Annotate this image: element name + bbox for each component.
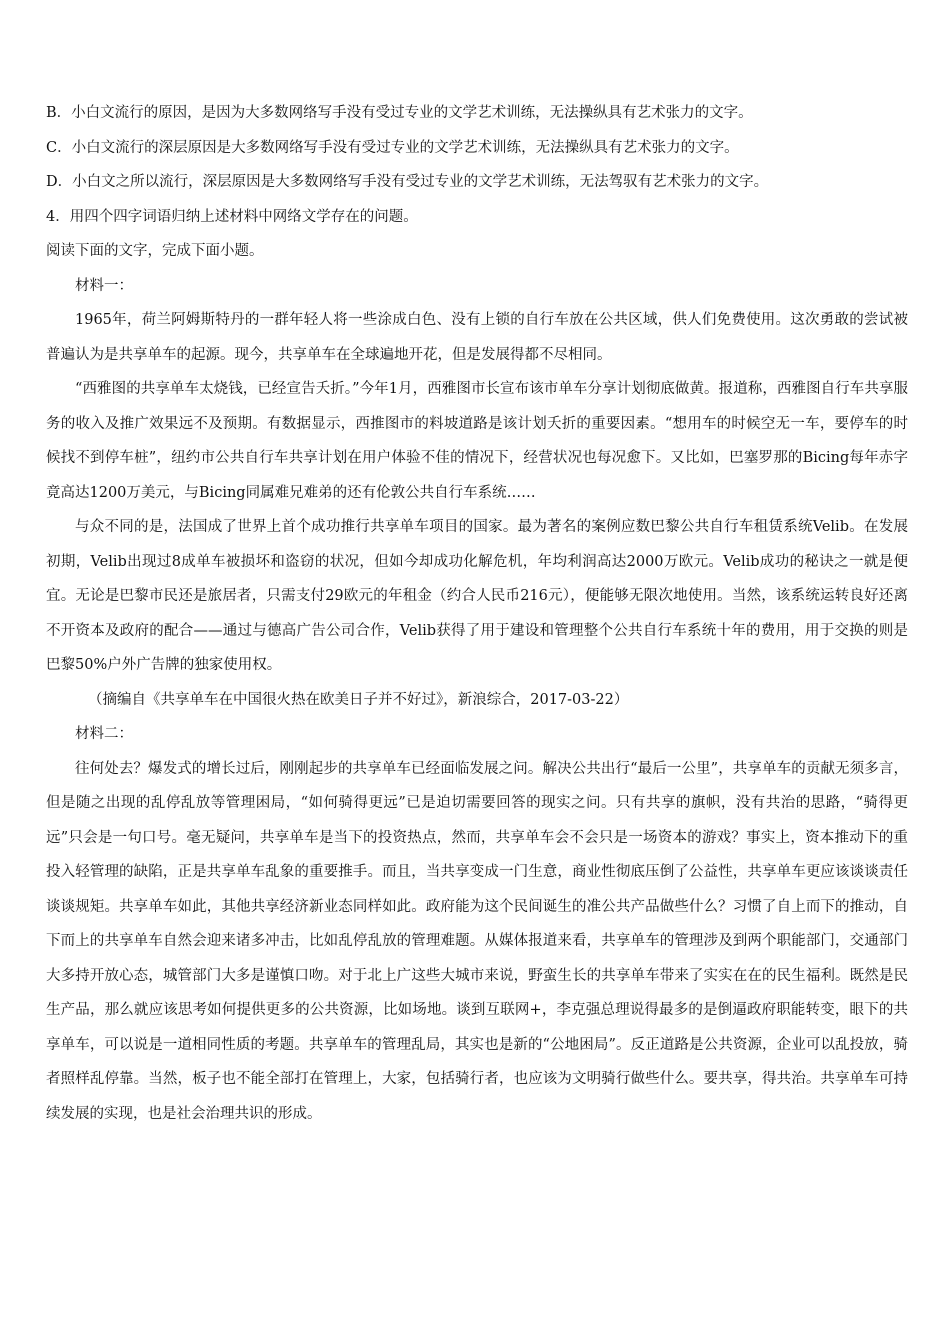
material-2-paragraph-1: 往何处去？爆发式的增长过后，刚刚起步的共享单车已经面临发展之问。解决公共出行“最后一公里”，共享单车的贡献无须多言，但是随之出现的乱停乱放等管理困局，“如何骑得更远”已是迫切需要回答的现实之问。只有共享的旗帜，没有共治的思路，“骑得更远”只会是一句口号。毫无疑问，共享单车是当下的投资热点，然而，共享单车会不会只是一场资本的游戏？事实上，资本推动下的重投入轻管理的缺陷，正是共享单车乱象的重要推手。而且，当共享变成一门生意，商业性彻底压倒了公益性，共享单车更应该谈谈责任谈谈规矩。共享单车如此，其他共享经济新业态同样如此。政府能为这个民间诞生的准公共产品做些什么？习惯了自上而下的推动，自下而上的共享单车自然会迎来诸多冲击，比如乱停乱放的管理难题。从媒体报道来看，共享单车的管理涉及到两个职能部门，交通部门大多持开放心态，城管部门大多是谨慎口吻。对于北上广这些大城市来说，野蛮生长的共享单车带来了实实在在的民生福利。既然是民生产品，那么就应该思考如何提供更多的公共资源，比如场地。谈到互联网+，李克强总理说得最多的是倒逼政府职能转变，眼下的共享单车，可以说是一道相同性质的考题。共享单车的管理乱局，其实也是新的“公地困局”。反正道路是公共资源，企业可以乱投放，骑者照样乱停靠。当然，板子也不能全部打在管理上，大家，包括骑行者，也应该为文明骑行做些什么。要共享，得共治。共享单车可持续发展的实现，也是社会治理共识的形成。: [46, 760, 908, 1122]
option-b-letter: B．: [46, 105, 72, 121]
option-d: [46, 165, 908, 200]
material-1-label: 材料一：: [75, 277, 133, 294]
material-2-label: 材料二：: [75, 726, 133, 742]
reading-instruction: 阅读下面的文字，完成下面小题。: [46, 243, 264, 259]
question-4: 4．用四个四字词语归纳上述材料中网络文学存在的问题。: [46, 208, 418, 225]
document-page: [46, 96, 908, 1131]
material-1-paragraph-3: 与众不同的是，法国成了世界上首个成功推行共享单车项目的国家。最为著名的案例应数巴黎公共自行车租赁系统Velib。在发展初期，Velib出现过8成单车被损坏和盗窃的状况，但如今却成功化解危机，年均利润高达2000万欧元。Velib成功的秘诀之一就是便宜。无论是巴黎市民还是旅居者，只需支付29欧元的年租金（约合人民币216元），便能够无限次地使用。当然，该系统运转良好还离不开资本及政府的配合——通过与德高广告公司合作，Velib获得了用于建设和管理整个公共自行车系统十年的费用，用于交换的则是巴黎50%户外广告牌的独家使用权。: [46, 519, 908, 673]
option-d-letter: D．: [46, 174, 73, 190]
material-1-paragraph-2: “西雅图的共享单车太烧钱，已经宣告夭折。”今年1月，西雅图市长宣布该市单车分享计划彻底做黄。报道称，西雅图自行车共享服务的收入及推广效果远不及预期。有数据显示，西推图市的料坡道路是该计划夭折的重要因素。“想用车的时候空无一车，要停车的时候找不到停车桩”，纽约市公共自行车共享计划在用户体验不佳的情况下，经营状况也每况愈下。又比如，巴塞罗那的Bicing每年赤字竟高达1200万美元，与Bicing同属难兄难弟的还有伦敦公共自行车系统……: [46, 381, 908, 501]
option-d-text: 小白文之所以流行，深层原因是大多数网络写手没有受过专业的文学艺术训练，无法驾驭有艺术张力的文字。: [72, 174, 769, 190]
option-b-text: 小白文流行的原因，是因为大多数网络写手没有受过专业的文学艺术训练，无法操纵具有艺术张力的文字。: [71, 105, 753, 121]
option-c: [46, 131, 908, 166]
material-1-source: （摘编自《共享单车在中国很火热在欧美日子并不好过》，新浪综合，2017-03-22）: [88, 691, 629, 708]
option-b: [46, 96, 908, 131]
option-c-letter: C．: [46, 139, 72, 156]
option-c-text: 小白文流行的深层原因是大多数网络写手没有受过专业的文学艺术训练，无法操纵具有艺术张力的文字。: [71, 139, 739, 156]
material-1-paragraph-1: 1965年，荷兰阿姆斯特丹的一群年轻人将一些涂成白色、没有上锁的自行车放在公共区域，供人们免费使用。这次勇敢的尝试被普遍认为是共享单车的起源。现今，共享单车在全球遍地开花，但是发展得都不尽相同。: [46, 312, 908, 363]
